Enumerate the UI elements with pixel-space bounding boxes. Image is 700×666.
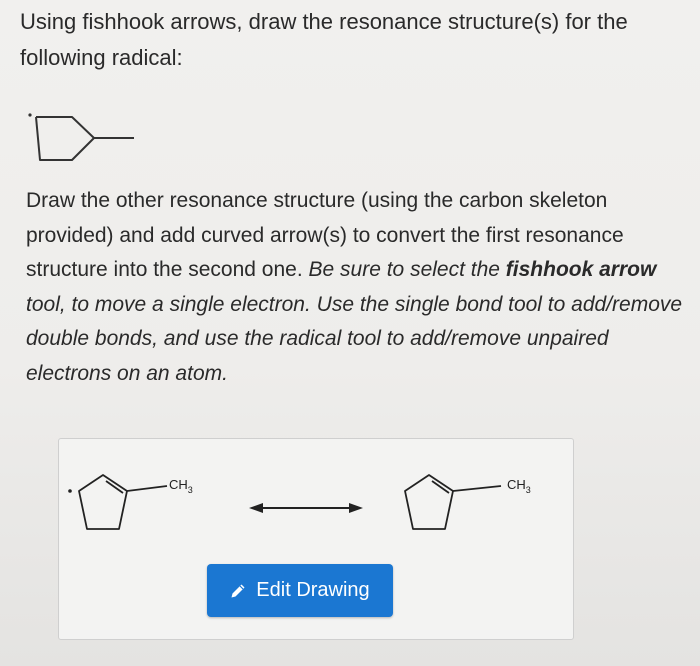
- pencil-icon: [230, 583, 246, 599]
- left-radical-dot: [68, 489, 72, 493]
- instructions-part3: tool, to move a single electron. Use the single bond tool to add/remove double bonds, and use the radical tool to add/remove unpaired electrons on an atom.: [26, 292, 683, 385]
- resonance-drawing: [59, 439, 573, 569]
- instructions-part1: Draw the other resonance structure (using the carbon skeleton provided) and add curved arrow(s) to convert the first resonance structure into the second one.: [26, 189, 624, 281]
- right-ring: [405, 475, 501, 529]
- question-title: Using fishhook arrows, draw the resonance structure(s) for the following radical:: [20, 9, 628, 70]
- given-radical-structure: [16, 100, 146, 180]
- radical-dot: [28, 113, 31, 116]
- instructions-bold: fishhook arrow: [505, 258, 657, 281]
- drawing-panel: [58, 438, 574, 640]
- edit-drawing-label: Edit Drawing: [256, 579, 370, 601]
- instructions-text: [26, 184, 694, 391]
- instructions-part2: Be sure to select the: [308, 258, 506, 281]
- edit-drawing-button[interactable]: [207, 564, 393, 617]
- resonance-arrow: [249, 503, 363, 513]
- right-ch3-label: $CH_3$: [507, 477, 531, 495]
- left-ch3-label: $CH_3$: [169, 477, 193, 495]
- given-ring: [36, 117, 134, 160]
- left-ring: [79, 475, 167, 529]
